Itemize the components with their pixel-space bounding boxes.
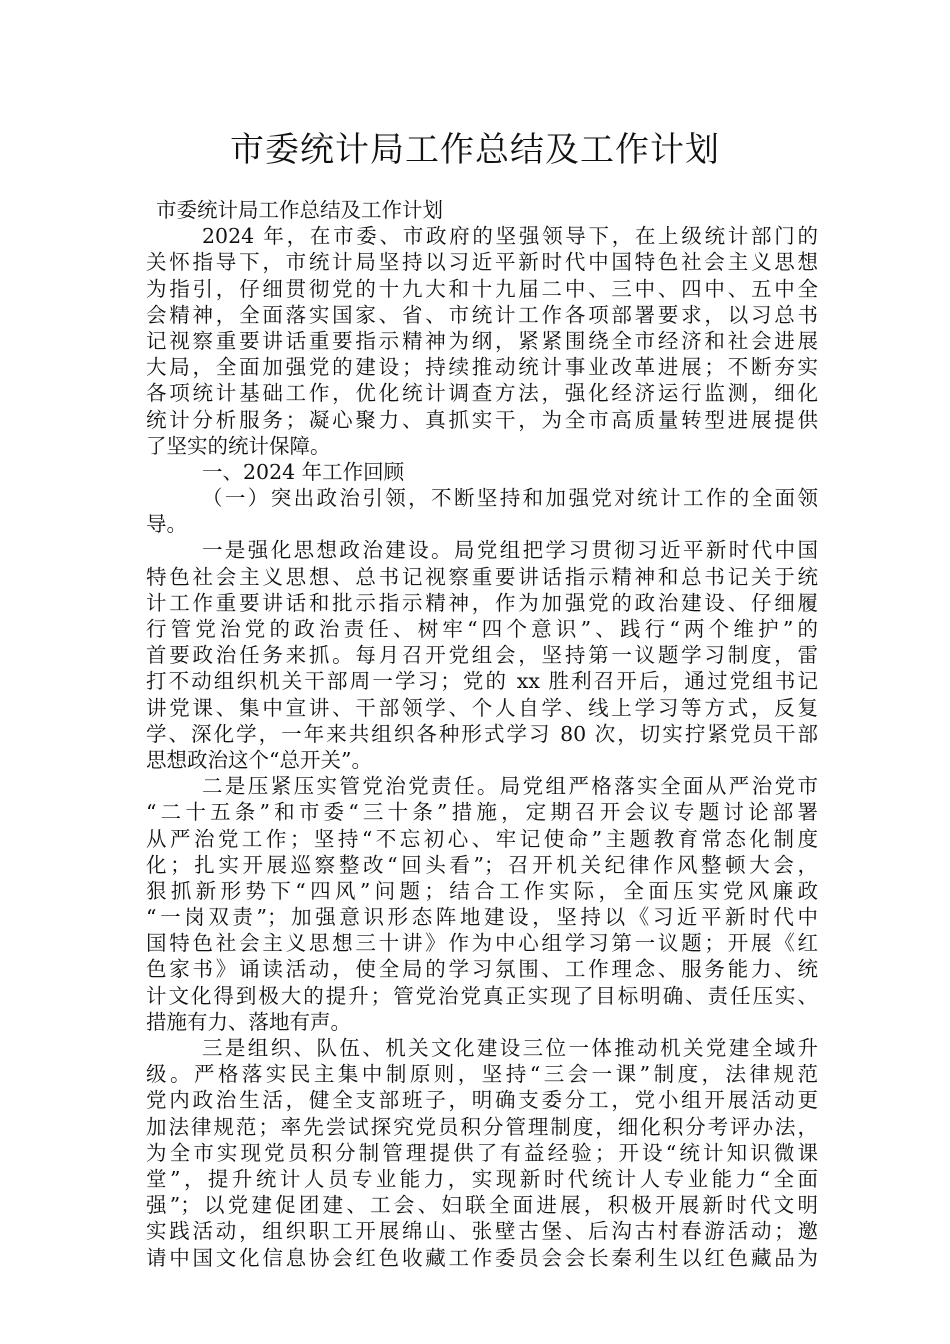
text-line: 记视察重要讲话重要指示精神为纲，紧紧围绕全市经济和社会进展	[146, 328, 818, 353]
text-line: 为指引，仔细贯彻党的十九大和十九届二中、三中、四中、五中全	[146, 276, 818, 301]
text-line: 统计分析服务；凝心聚力、真抓实干，为全市高质量转型进展提供	[146, 407, 818, 432]
subsection-heading: 导。	[146, 512, 187, 537]
text-line: 讲党课、集中宣讲、干部领学、个人自学、线上学习等方式，反复	[146, 695, 818, 720]
document-title: 市委统计局工作总结及工作计划	[230, 130, 720, 170]
text-line: 级。严格落实民主集中制原则，坚持“三会一课”制度，法律规范	[146, 1062, 818, 1087]
text-line: 二是压紧压实管党治党责任。局党组严格落实全面从严治党市	[202, 774, 818, 799]
text-line: 狠抓新形势下“四风”问题；结合工作实际，全面压实党风廉政	[146, 878, 818, 903]
text-line: 为全市实现党员积分制管理提供了有益经验；开设“统计知识微课	[146, 1140, 818, 1165]
text-line: 了坚实的统计保障。	[146, 433, 331, 458]
text-line: 强”；以党建促团建、工会、妇联全面进展，积极开展新时代文明	[146, 1193, 818, 1218]
text-line: 2024 年，在市委、市政府的坚强领导下，在上级统计部门的	[202, 224, 818, 249]
text-line: 从严治党工作；坚持“不忘初心、牢记使命”主题教育常态化制度	[146, 826, 818, 851]
text-line: 思想政治这个“总开关”。	[146, 747, 372, 772]
text-line: 三是组织、队伍、机关文化建设三位一体推动机关党建全域升	[202, 1036, 818, 1060]
text-line: 首要政治任务来抓。每月召开党组会，坚持第一议题学习制度，雷	[146, 643, 818, 668]
text-line: 堂”，提升统计人员专业能力，实现新时代统计人专业能力“全面	[146, 1166, 818, 1191]
subsection-heading: （一）突出政治引领，不断坚持和加强党对统计工作的全面领	[202, 486, 818, 511]
document-body	[146, 197, 818, 1271]
text-line: “二十五条”和市委“三十条”措施，定期召开会议专题讨论部署	[146, 800, 818, 825]
text-line: 一是强化思想政治建设。局党组把学习贯彻习近平新时代中国	[202, 538, 818, 563]
text-line: 党内政治生活，健全支部班子，明确支委分工，党小组开展活动更	[146, 1088, 818, 1113]
text-line: 加法律规范；率先尝试探究党员积分管理制度，细化积分考评办法，	[146, 1114, 818, 1139]
text-line: 大局，全面加强党的建设；持续推动统计事业改革进展；不断夯实	[146, 355, 818, 380]
text-line: 关怀指导下，市统计局坚持以习近平新时代中国特色社会主义思想	[146, 250, 818, 275]
text-line: 各项统计基础工作，优化统计调查方法，强化经济运行监测，细化	[146, 381, 818, 406]
text-line: 打不动组织机关干部周一学习；党的 xx 胜利召开后，通过党组书记	[146, 669, 818, 694]
section-heading: 一、2024 年工作回顾	[202, 459, 405, 484]
text-line: 计文化得到极大的提升；管党治党真正实现了目标明确、责任压实、	[146, 983, 818, 1008]
text-line: 会精神，全面落实国家、省、市统计工作各项部署要求，以习总书	[146, 302, 818, 327]
text-line: 学、深化学，一年来共组织各种形式学习 80 次，切实拧紧党员干部	[146, 721, 818, 746]
text-line: 请中国文化信息协会红色收藏工作委员会会长秦利生以红色藏品为	[146, 1245, 818, 1270]
text-line: 化；扎实开展巡察整改“回头看”；召开机关纪律作风整顿大会，	[146, 852, 818, 877]
text-line: 措施有力、落地有声。	[146, 1009, 351, 1034]
text-line: 计工作重要讲话和批示指示精神，作为加强党的政治建设、仔细履	[146, 590, 818, 615]
text-line: 国特色社会主义思想三十讲》作为中心组学习第一议题；开展《红	[146, 931, 818, 956]
text-line: 特色社会主义思想、总书记视察重要讲话指示精神和总书记关于统	[146, 564, 818, 589]
text-line: 行管党治党的政治责任、树牢“四个意识”、践行“两个维护”的	[146, 617, 818, 641]
text-line: 色家书》诵读活动，使全局的学习氛围、工作理念、服务能力、统	[146, 957, 818, 982]
document-subtitle: 市委统计局工作总结及工作计划	[156, 198, 443, 222]
text-line: “一岗双责”；加强意识形态阵地建设，坚持以《习近平新时代中	[146, 905, 818, 930]
text-line: 实践活动，组织职工开展绵山、张壁古堡、后沟古村春游活动；邀	[146, 1219, 818, 1244]
